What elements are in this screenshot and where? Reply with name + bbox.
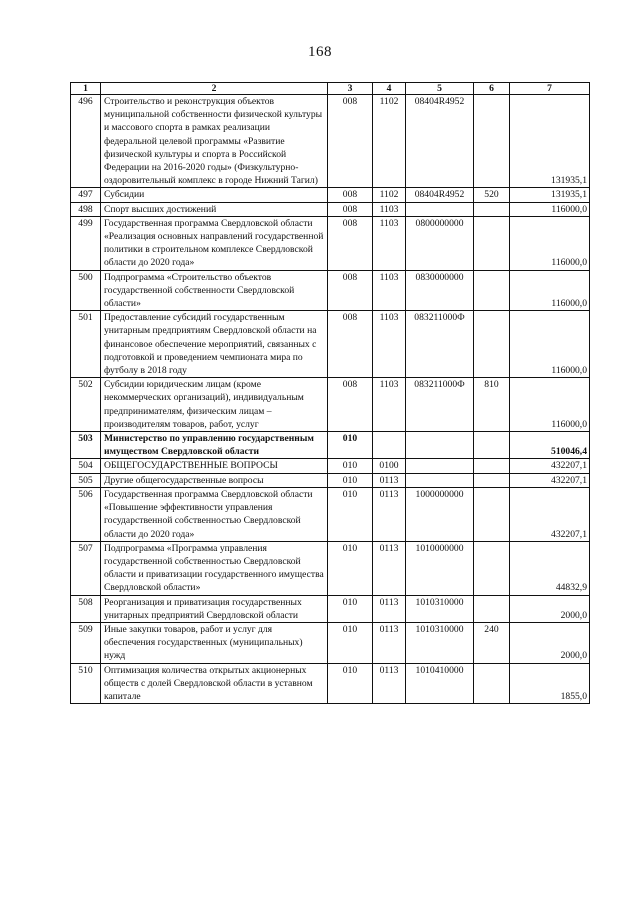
row-section-cell: 0113 — [373, 541, 406, 595]
table-row — [71, 311, 590, 378]
row-name-cell: Подпрограмма «Программа управления государственной собственностью Свердловской области и приватизации государственного имущества Свердловской области» — [101, 541, 328, 595]
table-row — [71, 95, 590, 188]
row-expense-type-cell: 810 — [474, 378, 510, 432]
row-number-cell: 502 — [71, 378, 101, 432]
row-amount-cell: 432207,1 — [510, 487, 590, 541]
row-expense-type-cell — [474, 541, 510, 595]
table-row — [71, 432, 590, 459]
row-target-code-cell: 1010410000 — [406, 663, 474, 704]
row-expense-type-cell — [474, 311, 510, 378]
row-number-cell: 503 — [71, 432, 101, 459]
column-header: 5 — [406, 83, 474, 95]
column-header: 6 — [474, 83, 510, 95]
table-row — [71, 487, 590, 541]
row-target-code-cell: 0830000000 — [406, 270, 474, 311]
column-header: 3 — [328, 83, 373, 95]
row-ved-cell: 010 — [328, 622, 373, 663]
row-name-cell: Оптимизация количества открытых акционерных обществ с долей Свердловской области в уставном капитале — [101, 663, 328, 704]
row-name-cell: Государственная программа Свердловской области «Повышение эффективности управления государственной собственностью Свердловской области до 2020 года» — [101, 487, 328, 541]
row-number-cell: 499 — [71, 216, 101, 270]
row-expense-type-cell — [474, 270, 510, 311]
row-name-cell: Подпрограмма «Строительство объектов государственной собственности Свердловской области» — [101, 270, 328, 311]
table-row — [71, 202, 590, 216]
row-section-cell: 1103 — [373, 270, 406, 311]
row-target-code-cell: 08404R4952 — [406, 95, 474, 188]
row-number-cell: 506 — [71, 487, 101, 541]
row-ved-cell: 010 — [328, 473, 373, 487]
row-expense-type-cell — [474, 459, 510, 473]
table-row — [71, 188, 590, 202]
row-amount-cell: 116000,0 — [510, 270, 590, 311]
table-header-row — [71, 83, 590, 95]
row-target-code-cell: 083211000Ф — [406, 378, 474, 432]
row-number-cell: 510 — [71, 663, 101, 704]
row-amount-cell: 2000,0 — [510, 622, 590, 663]
row-section-cell: 0113 — [373, 663, 406, 704]
row-name-cell: Предоставление субсидий государственным унитарным предприятиям Свердловской области на финансовое обеспечение мероприятий, связанных с подготовкой и проведением чемпионата мира по футболу в 2018 году — [101, 311, 328, 378]
row-amount-cell: 116000,0 — [510, 202, 590, 216]
row-ved-cell: 010 — [328, 487, 373, 541]
row-expense-type-cell: 520 — [474, 188, 510, 202]
row-number-cell: 500 — [71, 270, 101, 311]
table-row — [71, 473, 590, 487]
row-ved-cell: 008 — [328, 188, 373, 202]
row-section-cell: 0100 — [373, 459, 406, 473]
row-amount-cell: 510046,4 — [510, 432, 590, 459]
row-number-cell: 509 — [71, 622, 101, 663]
row-expense-type-cell: 240 — [474, 622, 510, 663]
row-name-cell: Спорт высших достижений — [101, 202, 328, 216]
row-name-cell: Иные закупки товаров, работ и услуг для обеспечения государственных (муниципальных) нужд — [101, 622, 328, 663]
row-target-code-cell — [406, 202, 474, 216]
row-target-code-cell — [406, 473, 474, 487]
row-expense-type-cell — [474, 202, 510, 216]
row-ved-cell: 010 — [328, 541, 373, 595]
table-row — [71, 622, 590, 663]
row-name-cell: Субсидии — [101, 188, 328, 202]
row-ved-cell: 008 — [328, 270, 373, 311]
row-section-cell: 1103 — [373, 202, 406, 216]
row-section-cell: 1102 — [373, 95, 406, 188]
row-amount-cell: 116000,0 — [510, 311, 590, 378]
row-number-cell: 507 — [71, 541, 101, 595]
row-name-cell: Министерство по управлению государственным имуществом Свердловской области — [101, 432, 328, 459]
page-number: 168 — [308, 44, 332, 60]
row-amount-cell: 116000,0 — [510, 378, 590, 432]
table-row — [71, 663, 590, 704]
row-section-cell: 1102 — [373, 188, 406, 202]
row-name-cell: Государственная программа Свердловской области «Реализация основных направлений государственной политики в строительном комплексе Свердловской области до 2020 года» — [101, 216, 328, 270]
table-body — [71, 83, 590, 704]
row-ved-cell: 008 — [328, 202, 373, 216]
row-target-code-cell: 1010310000 — [406, 622, 474, 663]
table-row — [71, 216, 590, 270]
row-ved-cell: 010 — [328, 663, 373, 704]
row-ved-cell: 008 — [328, 216, 373, 270]
row-amount-cell: 131935,1 — [510, 188, 590, 202]
row-ved-cell: 010 — [328, 459, 373, 473]
row-section-cell: 0113 — [373, 595, 406, 622]
row-section-cell — [373, 432, 406, 459]
row-amount-cell: 44832,9 — [510, 541, 590, 595]
row-section-cell: 1103 — [373, 311, 406, 378]
table-row — [71, 595, 590, 622]
column-header: 7 — [510, 83, 590, 95]
row-section-cell: 1103 — [373, 378, 406, 432]
row-amount-cell: 432207,1 — [510, 459, 590, 473]
row-name-cell: Строительство и реконструкция объектов муниципальной собственности физической культуры и массового спорта в рамках реализации федеральной целевой программы «Развитие физической культуры и спорта в Российской Федерации на 2016-2020 годы» (Физкультурно-оздоровительный комплекс в городе Нижний Тагил) — [101, 95, 328, 188]
row-target-code-cell: 0800000000 — [406, 216, 474, 270]
row-target-code-cell — [406, 459, 474, 473]
column-header: 1 — [71, 83, 101, 95]
row-section-cell: 0113 — [373, 473, 406, 487]
row-amount-cell: 116000,0 — [510, 216, 590, 270]
row-target-code-cell: 1010000000 — [406, 541, 474, 595]
row-target-code-cell: 1010310000 — [406, 595, 474, 622]
row-expense-type-cell — [474, 432, 510, 459]
row-expense-type-cell — [474, 595, 510, 622]
row-target-code-cell: 08404R4952 — [406, 188, 474, 202]
row-ved-cell: 008 — [328, 378, 373, 432]
row-target-code-cell: 083211000Ф — [406, 311, 474, 378]
row-number-cell: 508 — [71, 595, 101, 622]
column-header: 2 — [101, 83, 328, 95]
row-amount-cell: 131935,1 — [510, 95, 590, 188]
row-number-cell: 501 — [71, 311, 101, 378]
row-expense-type-cell — [474, 473, 510, 487]
row-expense-type-cell — [474, 663, 510, 704]
row-amount-cell: 432207,1 — [510, 473, 590, 487]
row-number-cell: 498 — [71, 202, 101, 216]
row-expense-type-cell — [474, 487, 510, 541]
row-section-cell: 0113 — [373, 487, 406, 541]
row-number-cell: 497 — [71, 188, 101, 202]
budget-table — [70, 82, 590, 704]
row-target-code-cell — [406, 432, 474, 459]
row-name-cell: Другие общегосударственные вопросы — [101, 473, 328, 487]
row-section-cell: 0113 — [373, 622, 406, 663]
row-number-cell: 496 — [71, 95, 101, 188]
row-section-cell: 1103 — [373, 216, 406, 270]
row-ved-cell: 010 — [328, 595, 373, 622]
row-expense-type-cell — [474, 216, 510, 270]
table-row — [71, 378, 590, 432]
row-amount-cell: 1855,0 — [510, 663, 590, 704]
row-ved-cell: 008 — [328, 95, 373, 188]
row-ved-cell: 010 — [328, 432, 373, 459]
row-name-cell: Субсидии юридическим лицам (кроме некоммерческих организаций), индивидуальным предпринимателям, физическим лицам – производителям товаров, работ, услуг — [101, 378, 328, 432]
table-row — [71, 541, 590, 595]
row-expense-type-cell — [474, 95, 510, 188]
row-amount-cell: 2000,0 — [510, 595, 590, 622]
table-row — [71, 459, 590, 473]
row-number-cell: 505 — [71, 473, 101, 487]
row-number-cell: 504 — [71, 459, 101, 473]
row-name-cell: Реорганизация и приватизация государственных унитарных предприятий Свердловской области — [101, 595, 328, 622]
column-header: 4 — [373, 83, 406, 95]
row-ved-cell: 008 — [328, 311, 373, 378]
row-name-cell: ОБЩЕГОСУДАРСТВЕННЫЕ ВОПРОСЫ — [101, 459, 328, 473]
row-target-code-cell: 1000000000 — [406, 487, 474, 541]
table-row — [71, 270, 590, 311]
